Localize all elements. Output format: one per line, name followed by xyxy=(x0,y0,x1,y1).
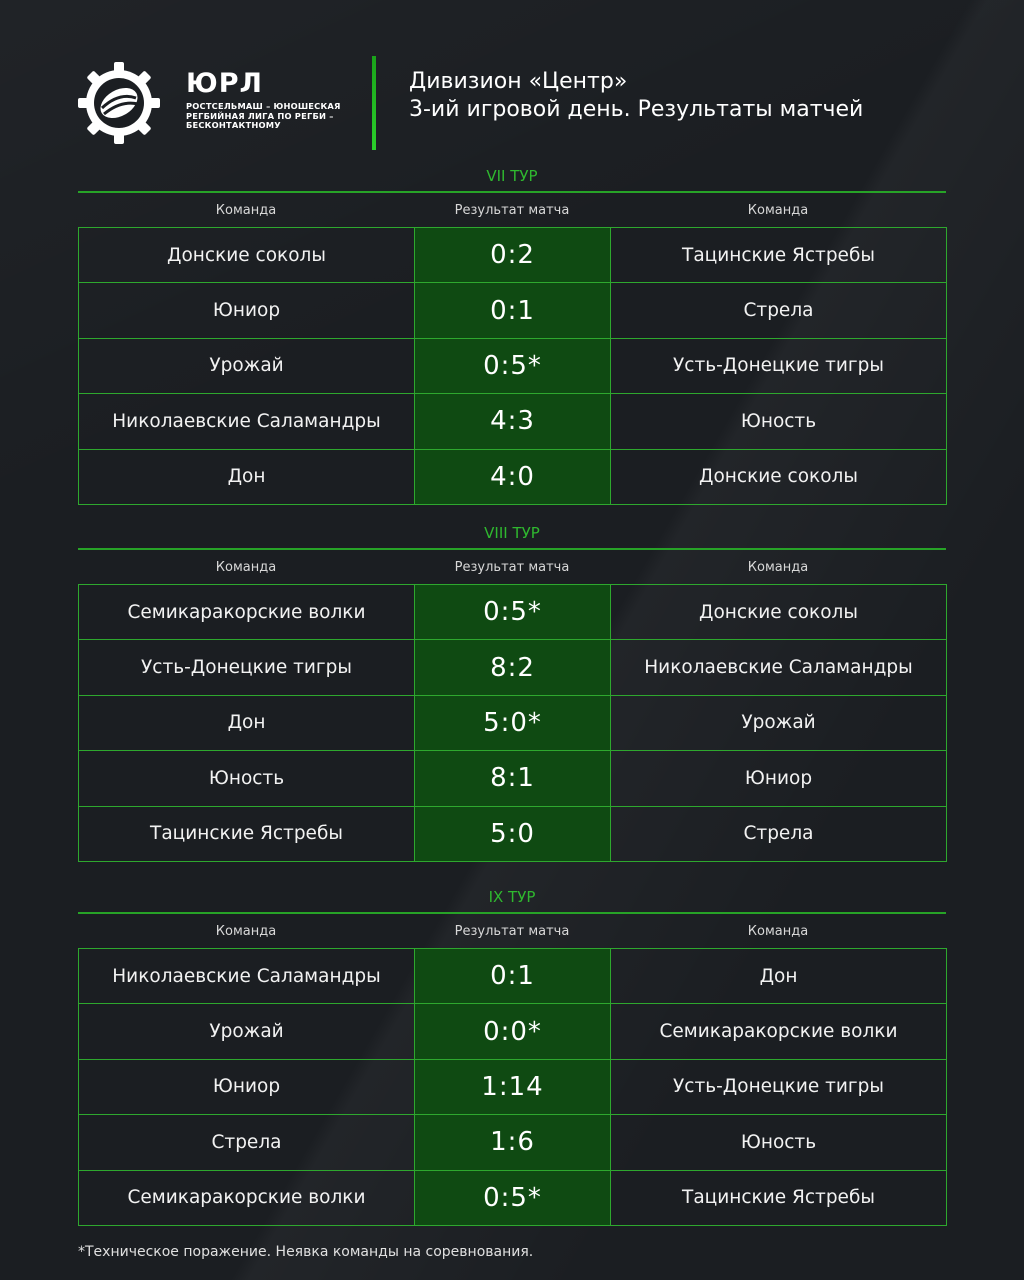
home-team: Урожай xyxy=(79,1004,415,1059)
footnote: *Техническое поражение. Неявка команды на соревнования. xyxy=(78,1244,534,1260)
round-section xyxy=(78,888,946,1226)
table-row xyxy=(79,394,947,449)
away-team: Юность xyxy=(611,1115,947,1170)
away-team: Юниор xyxy=(611,751,947,806)
col-away-team: Команда xyxy=(747,559,809,575)
away-team: Стрела xyxy=(611,283,947,338)
match-score: 5:0 xyxy=(415,806,611,861)
col-away-team: Команда xyxy=(747,923,809,939)
brand xyxy=(186,70,356,131)
header-divider xyxy=(372,56,376,150)
match-score: 0:1 xyxy=(415,283,611,338)
match-score: 5:0* xyxy=(415,695,611,750)
home-team: Дон xyxy=(79,449,415,504)
away-team: Донские соколы xyxy=(611,585,947,640)
column-headers xyxy=(78,550,946,584)
brand-name: ЮРЛ xyxy=(186,68,263,99)
col-home-team: Команда xyxy=(215,202,277,218)
match-score: 1:14 xyxy=(415,1059,611,1114)
col-home-team: Команда xyxy=(215,923,277,939)
home-team: Урожай xyxy=(79,338,415,393)
table-row xyxy=(79,585,947,640)
col-away-team: Команда xyxy=(747,202,809,218)
brand-subtitle: РОСТСЕЛЬМАШ – ЮНОШЕСКАЯ РЕГБИЙНАЯ ЛИГА ПО РЕГБИ – БЕСКОНТАКТНОМУ xyxy=(186,101,341,130)
away-team: Стрела xyxy=(611,806,947,861)
gear-rugby-ball-icon xyxy=(78,62,160,144)
home-team: Дон xyxy=(79,695,415,750)
home-team: Семикаракорские волки xyxy=(79,1170,415,1225)
away-team: Усть-Донецкие тигры xyxy=(611,1059,947,1114)
col-result: Результат матча xyxy=(454,559,570,575)
table-row xyxy=(79,640,947,695)
away-team: Урожай xyxy=(611,695,947,750)
results-table xyxy=(78,948,947,1226)
away-team: Дон xyxy=(611,949,947,1004)
page-title xyxy=(409,68,863,124)
round-title: VII ТУР xyxy=(486,167,538,185)
table-row xyxy=(79,1115,947,1170)
match-score: 1:6 xyxy=(415,1115,611,1170)
home-team: Усть-Донецкие тигры xyxy=(79,640,415,695)
results-subtitle: 3-ий игровой день. Результаты матчей xyxy=(409,97,864,122)
match-score: 8:2 xyxy=(415,640,611,695)
results-table xyxy=(78,227,947,505)
home-team: Семикаракорские волки xyxy=(79,585,415,640)
round-section xyxy=(78,524,946,862)
table-row xyxy=(79,1004,947,1059)
away-team: Семикаракорские волки xyxy=(611,1004,947,1059)
table-row xyxy=(79,1059,947,1114)
home-team: Юниор xyxy=(79,1059,415,1114)
table-row xyxy=(79,695,947,750)
match-score: 4:0 xyxy=(415,449,611,504)
table-row xyxy=(79,283,947,338)
col-result: Результат матча xyxy=(454,202,570,218)
match-score: 0:5* xyxy=(415,1170,611,1225)
home-team: Юниор xyxy=(79,283,415,338)
column-headers xyxy=(78,914,946,948)
home-team: Донские соколы xyxy=(79,228,415,283)
home-team: Николаевские Саламандры xyxy=(79,949,415,1004)
home-team: Стрела xyxy=(79,1115,415,1170)
match-score: 0:1 xyxy=(415,949,611,1004)
col-result: Результат матча xyxy=(454,923,570,939)
away-team: Усть-Донецкие тигры xyxy=(611,338,947,393)
away-team: Юность xyxy=(611,394,947,449)
table-row xyxy=(79,449,947,504)
match-score: 0:5* xyxy=(415,338,611,393)
home-team: Юность xyxy=(79,751,415,806)
table-row xyxy=(79,949,947,1004)
away-team: Николаевские Саламандры xyxy=(611,640,947,695)
table-row xyxy=(79,338,947,393)
round-section xyxy=(78,167,946,505)
match-score: 0:5* xyxy=(415,585,611,640)
round-title: VIII ТУР xyxy=(484,524,540,542)
col-home-team: Команда xyxy=(215,559,277,575)
results-table xyxy=(78,584,947,862)
table-row xyxy=(79,1170,947,1225)
match-score: 0:2 xyxy=(415,228,611,283)
away-team: Тацинские Ястребы xyxy=(611,1170,947,1225)
away-team: Донские соколы xyxy=(611,449,947,504)
header xyxy=(78,56,958,152)
column-headers xyxy=(78,193,946,227)
home-team: Тацинские Ястребы xyxy=(79,806,415,861)
division-title: Дивизион «Центр» xyxy=(409,69,628,94)
match-score: 0:0* xyxy=(415,1004,611,1059)
table-row xyxy=(79,806,947,861)
match-score: 8:1 xyxy=(415,751,611,806)
match-score: 4:3 xyxy=(415,394,611,449)
away-team: Тацинские Ястребы xyxy=(611,228,947,283)
home-team: Николаевские Саламандры xyxy=(79,394,415,449)
round-title: IX ТУР xyxy=(488,888,536,906)
table-row xyxy=(79,228,947,283)
table-row xyxy=(79,751,947,806)
